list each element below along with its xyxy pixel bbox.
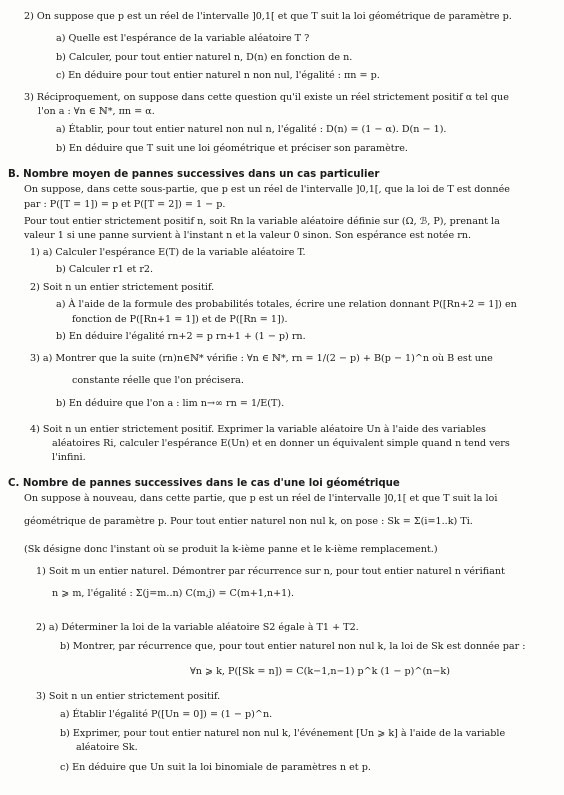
c-intro-2: géométrique de paramètre p. Pour tout entier naturel non nul k, on pose : Sk = Σ(i=1..k) Ti. bbox=[24, 516, 473, 527]
q3-condition: l'on a : ∀n ∈ ℕ*, πn = α. bbox=[38, 106, 155, 117]
b1b-line: b) Calculer r1 et r2. bbox=[56, 264, 154, 275]
c2a-line: 2) a) Déterminer la loi de la variable aléatoire S2 égale à T1 + T2. bbox=[36, 622, 359, 633]
b-intro-2: par : P([T = 1]) = p et P([T = 2]) = 1 − p. bbox=[24, 199, 226, 210]
c3b-line-1: b) Exprimer, pour tout entier naturel non nul k, l'événement [Un ⩾ k] à l'aide de la variable bbox=[60, 728, 506, 739]
q3a-line: a) Établir, pour tout entier naturel non nul n, l'égalité : D(n) = (1 − α). D(n − 1). bbox=[56, 124, 447, 135]
b4-line-3: l'infini. bbox=[52, 452, 86, 463]
b2-line: 2) Soit n un entier strictement positif. bbox=[30, 282, 215, 293]
c1-line-1: 1) Soit m un entier naturel. Démontrer par récurrence sur n, pour tout entier naturel n vérifiant bbox=[36, 566, 505, 577]
c2b-formula: ∀n ⩾ k, P([Sk = n]) = C(k−1,n−1) p^k (1 − p)^(n−k) bbox=[190, 666, 450, 677]
q2a-line: a) Quelle est l'espérance de la variable aléatoire T ? bbox=[56, 33, 310, 44]
b-intro-4: valeur 1 si une panne survient à l'instant n et la valeur 0 sinon. Son espérance est notée rn. bbox=[24, 230, 472, 241]
c-intro-1: On suppose à nouveau, dans cette partie, que p est un réel de l'intervalle ]0,1[ et que T suit la loi bbox=[24, 493, 498, 504]
q2c-line: c) En déduire pour tout entier naturel n non nul, l'égalité : πn = p. bbox=[56, 70, 380, 81]
b4-line-2: aléatoires Ri, calculer l'espérance E(Un) et en donner un équivalent simple quand n tend vers bbox=[52, 438, 510, 449]
c3a-line: a) Établir l'égalité P([Un = 0]) = (1 − p)^n. bbox=[60, 709, 273, 720]
b2b-line: b) En déduire l'égalité rn+2 = p rn+1 + (1 − p) rn. bbox=[56, 331, 306, 342]
section-c-title: C. Nombre de pannes successives dans le cas d'une loi géométrique bbox=[8, 478, 400, 489]
b2a-line-2: fonction de P([Rn+1 = 1]) et de P([Rn = 1]). bbox=[72, 314, 288, 325]
q2-line: 2) On suppose que p est un réel de l'intervalle ]0,1[ et que T suit la loi géométrique de paramètre p. bbox=[24, 11, 512, 22]
b4-line-1: 4) Soit n un entier strictement positif. Exprimer la variable aléatoire Un à l'aide des variables bbox=[30, 424, 486, 435]
c3-line: 3) Soit n un entier strictement positif. bbox=[36, 691, 221, 702]
q2b-line: b) Calculer, pour tout entier naturel n, D(n) en fonction de n. bbox=[56, 52, 353, 63]
c-note: (Sk désigne donc l'instant où se produit la k-ième panne et le k-ième remplacement.) bbox=[24, 544, 438, 555]
q3b-line: b) En déduire que T suit une loi géométrique et préciser son paramètre. bbox=[56, 143, 408, 154]
b-intro-1: On suppose, dans cette sous-partie, que p est un réel de l'intervalle ]0,1[, que la loi de T est donnée bbox=[24, 184, 510, 195]
b2a-line-1: a) À l'aide de la formule des probabilités totales, écrire une relation donnant P([Rn+2 = 1]) en bbox=[56, 299, 517, 310]
c3c-line: c) En déduire que Un suit la loi binomiale de paramètres n et p. bbox=[60, 762, 371, 773]
c1-line-2: n ⩾ m, l'égalité : Σ(j=m..n) C(m,j) = C(m+1,n+1). bbox=[52, 588, 295, 599]
b1a-line: 1) a) Calculer l'espérance E(T) de la variable aléatoire T. bbox=[30, 247, 306, 258]
b-intro-3: Pour tout entier strictement positif n, soit Rn la variable aléatoire définie sur (Ω, ℬ, P), prenant la bbox=[24, 216, 500, 227]
c3b-line-2: aléatoire Sk. bbox=[76, 742, 138, 753]
q3-line: 3) Réciproquement, on suppose dans cette question qu'il existe un réel strictement positif α tel que bbox=[24, 92, 509, 103]
section-b-title: B. Nombre moyen de pannes successives dans un cas particulier bbox=[8, 169, 380, 180]
b3b-line: b) En déduire que l'on a : lim n→∞ rn = 1/E(T). bbox=[56, 398, 285, 409]
c2b-line: b) Montrer, par récurrence que, pour tout entier naturel non nul k, la loi de Sk est donnée par : bbox=[60, 641, 526, 652]
b3a-line-1: 3) a) Montrer que la suite (rn)n∈ℕ* vérifie : ∀n ∈ ℕ*, rn = 1/(2 − p) + B(p − 1)^n où B est une bbox=[30, 353, 493, 364]
b3a-line-2: constante réelle que l'on précisera. bbox=[72, 375, 244, 386]
